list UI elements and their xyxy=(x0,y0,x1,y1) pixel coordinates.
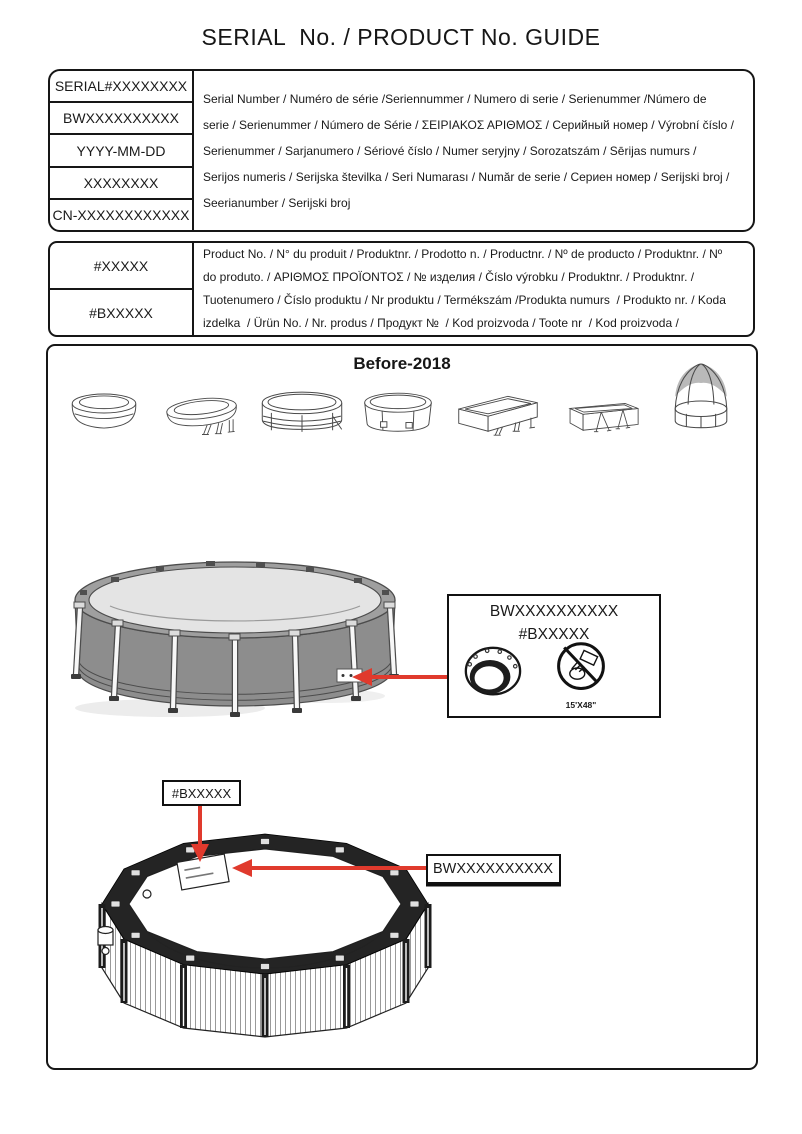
serial-format-row: BWXXXXXXXXXX xyxy=(50,103,192,135)
diagram-heading: Before-2018 xyxy=(353,354,451,373)
serial-desc-line: Serienummer / Sarjanumero / Sériové číslo / Numer seryjny / Sorozatszám / Sērijas numurs / xyxy=(203,143,697,158)
dome-canopy-pool-icon xyxy=(658,354,744,436)
product-format-row: #BXXXXX xyxy=(89,304,153,321)
product-format-row: #XXXXX xyxy=(50,243,192,290)
red-arrow-to-label-side xyxy=(232,857,428,879)
serial-format-row: XXXXXXXX xyxy=(50,168,192,200)
product-desc-line: Tuotenumero / Číslo produktu / Nr produktu / Termékszám /Produkta numurs / Produkto nr. / Koda xyxy=(203,293,726,307)
product-description xyxy=(203,243,749,335)
red-arrow-to-pool-wall xyxy=(352,666,450,688)
pool-type-row xyxy=(60,352,744,436)
serial-no-tag: BWXXXXXXXXXX xyxy=(426,854,561,884)
before-2018-diagram xyxy=(46,344,758,1070)
product-no-tag: #BXXXXX xyxy=(162,780,241,806)
serial-format-row: CN-XXXXXXXXXXXX xyxy=(52,206,190,223)
oval-inflatable-leg-pool-icon xyxy=(154,392,250,436)
rect-frame-pool-icon xyxy=(554,394,652,436)
label-location-callout xyxy=(447,594,661,718)
product-desc-line: Product No. / N° du produit / Produktnr. / Prodotto n. / Productnr. / Nº de producto / Produktnr. / Nº xyxy=(203,247,723,261)
serial-desc-line: serie / Serienummer / Número de Série / ΣΕΙΡΙΑΚΟΣ ΑΡΙΘΜΟΣ / Серийный номер / Výrobní číslo / xyxy=(203,117,734,132)
product-number-table xyxy=(48,241,755,337)
round-fabric-wall-pool-icon xyxy=(354,390,442,436)
product-desc-line: izdelka / Ürün No. / Nr. produs / Продукт № / Kod proizvoda / Toote nr / Kod proizvoda / xyxy=(203,316,679,330)
red-arrow-to-label-top xyxy=(189,805,211,862)
serial-format-row: YYYY-MM-DD xyxy=(50,135,192,167)
oval-frame-pool-icon xyxy=(256,388,348,436)
serial-description xyxy=(203,71,749,230)
serial-desc-line: Seerianumber / Serijski broj xyxy=(203,195,351,210)
serial-number-table xyxy=(48,69,755,232)
product-desc-line: do produto. / ΑΡΙΘΜΟΣ ΠΡΟΪΟΝΤΟΣ / № изделия / Číslo výrobku / Produktnr. / Produktnr. / xyxy=(203,270,695,284)
serial-format-row: SERIAL#XXXXXXXX xyxy=(50,71,192,103)
round-inflatable-pool-icon xyxy=(60,390,148,436)
callout-serial-code: BWXXXXXXXXXX xyxy=(489,603,619,620)
serial-desc-line: Serijos numeris / Serijska številka / Seri Numarası / Număr de serie / Сериен номер / Serijski broj / xyxy=(203,169,730,184)
serial-format-column xyxy=(50,71,194,230)
product-format-column xyxy=(50,243,194,335)
page-title: SERIAL No. / PRODUCT No. GUIDE xyxy=(201,24,601,50)
do-not-discard-label-icon xyxy=(553,640,609,696)
frame-pool-illustration xyxy=(70,558,400,722)
pool-size-text: 15'X48" xyxy=(565,700,597,710)
pool-wall-fitting-icon xyxy=(461,644,523,704)
callout-product-code: #BXXXXX xyxy=(518,626,590,643)
serial-desc-line: Serial Number / Numéro de série /Seriennummer / Numero di serie / Serienummer /Número de xyxy=(203,91,707,106)
rect-frame-pool-angled-icon xyxy=(448,390,548,436)
